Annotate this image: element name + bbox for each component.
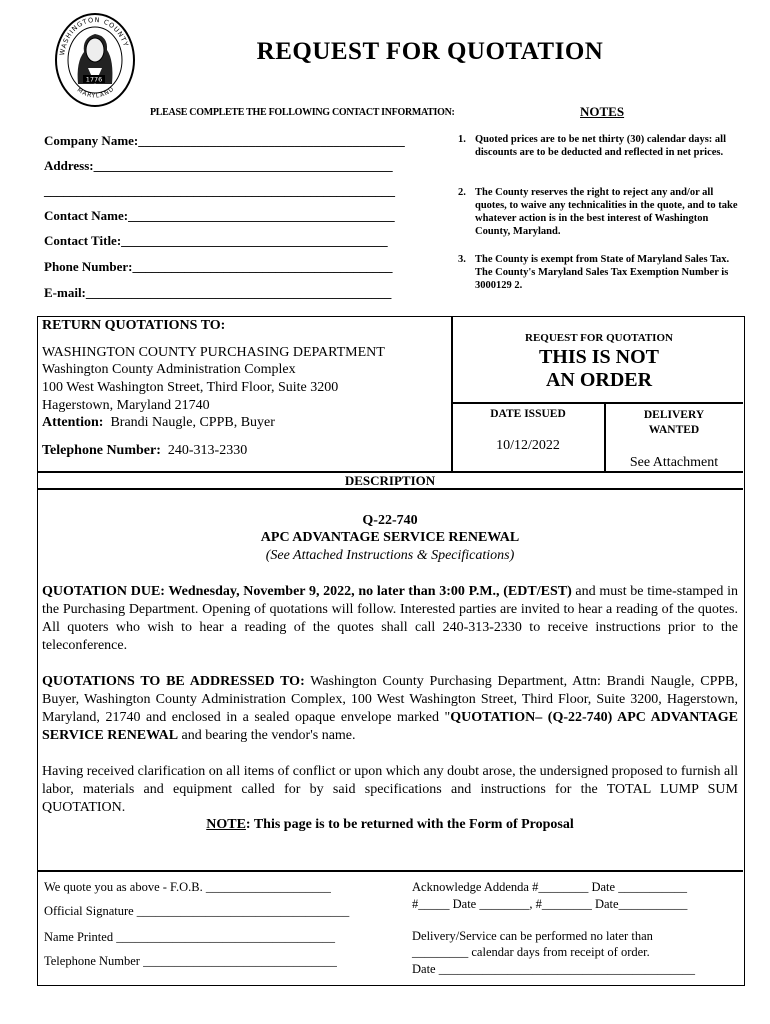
note-item-3: 3. The County is exempt from State of Maryland Sales Tax. The County's Maryland Sales Tax Exemption Number is 3000129 2. [458, 254, 730, 291]
svg-text:MARYLAND: MARYLAND [75, 85, 116, 100]
signature-section-rule [37, 870, 743, 872]
date-issued-label: DATE ISSUED [490, 408, 566, 420]
contact-title-field[interactable]: Contact Title:_________________________________________ [44, 233, 388, 248]
not-an-order: THIS IS NOT AN ORDER [538, 346, 660, 391]
company-name-field[interactable]: Company Name:_________________________________________ [44, 133, 405, 148]
delivery-wanted-value: See Attachment [629, 455, 719, 470]
quote-subtitle: (See Attached Instructions & Specifications) [265, 548, 515, 563]
email-field[interactable]: E-mail:_______________________________________________ [44, 285, 392, 300]
quote-name: APC ADVANTAGE SERVICE RENEWAL [260, 530, 520, 545]
return-complex: Washington County Administration Complex [42, 362, 296, 377]
return-street: 100 West Washington Street, Third Floor, Suite 3200 [42, 380, 339, 395]
notes-heading: NOTES [580, 104, 625, 119]
return-city: Hagerstown, Maryland 21740 [42, 398, 210, 413]
description-heading: DESCRIPTION [344, 473, 436, 488]
return-note: NOTE: This page is to be returned with the Form of Proposal [206, 817, 574, 832]
return-telephone: Telephone Number: 240-313-2330 [42, 443, 248, 458]
address-paragraph: QUOTATIONS TO BE ADDRESSED TO: Washington County Purchasing Department, Attn: Brandi Naugle, CPPB, Buyer, Washington County Administration Complex, 100 West Washington Street, Third Floor, Suite 3200, Hagerstown, Maryland, 21740 and enclosed in a sealed opaque envelope marked "QUOTATION– (Q-22-740) APC ADVANTAGE SERVICE RENEWAL and bearing the vendor's name. [42, 674, 739, 743]
return-dept: WASHINGTON COUNTY PURCHASING DEPARTMENT [42, 345, 385, 360]
contact-info-heading: PLEASE COMPLETE THE FOLLOWING CONTACT INFORMATION: [150, 107, 455, 118]
official-signature-field[interactable]: Official Signature __________________________________ [44, 904, 350, 918]
svg-text:1776: 1776 [85, 75, 103, 84]
clarification-paragraph: Having received clarification on all items of conflict or upon which any doubt arose, the undersigned proposed to furnish all labor, materials and equipment called for by said specifications and instructions for the TOTAL LUMP SUM QUOTATION. [42, 764, 738, 815]
note-item-2: 2. The County reserves the right to reject any and/or all quotes, to waive any technicalities in the quote, and to take whatever action is in the best interest of Washington County, Maryland. [458, 187, 738, 237]
telephone-number-field[interactable]: Telephone Number _______________________________ [44, 954, 337, 968]
delivery-days-field[interactable]: _________ calendar days from receipt of order. [412, 945, 650, 959]
name-printed-field[interactable]: Name Printed ___________________________________ [44, 930, 335, 944]
address-field[interactable]: Address:______________________________________________ [44, 158, 393, 173]
fob-field[interactable]: We quote you as above - F.O.B. ____________________ [44, 880, 331, 894]
svg-text:WASHINGTON COUNTY: WASHINGTON COUNTY [58, 15, 131, 56]
contact-name-field[interactable]: Contact Name:_________________________________________ [44, 208, 395, 223]
page-title: REQUEST FOR QUOTATION [256, 38, 604, 65]
acknowledge-addenda-field[interactable]: Acknowledge Addenda #________ Date ___________ [412, 880, 687, 894]
rfq-label: REQUEST FOR QUOTATION [525, 332, 673, 344]
addenda-dates-field[interactable]: #_____ Date ________, #________ Date___________ [412, 897, 688, 911]
quote-number: Q-22-740 [362, 513, 418, 528]
phone-number-field[interactable]: Phone Number:________________________________________ [44, 259, 393, 274]
delivery-service-text: Delivery/Service can be performed no later than [412, 929, 653, 943]
return-attention: Attention: Brandi Naugle, CPPB, Buyer [42, 415, 275, 430]
county-seal-logo [54, 12, 136, 108]
note-item-1: 1. Quoted prices are to be net thirty (30) calendar days: all discounts are to be deducted and reflected in net prices. [458, 134, 727, 158]
quotation-due-paragraph: QUOTATION DUE: Wednesday, November 9, 2022, no later than 3:00 P.M., (EDT/EST) and must be time-stamped in the Purchasing Department. Opening of quotations will follow. Interested parties are invited to hear a reading of the quotes. All quoters who wish to hear a reading of the quotes shall call 240-313-2330 to receive instructions prior to the teleconference. [42, 584, 738, 653]
date-field[interactable]: Date _________________________________________ [412, 962, 695, 976]
return-heading: RETURN QUOTATIONS TO: [42, 318, 226, 333]
address-line2-field[interactable]: ______________________________________________________ [44, 183, 395, 198]
date-issued-value: 10/12/2022 [496, 438, 560, 453]
order-box-divider [451, 402, 743, 404]
delivery-wanted-label: DELIVERY WANTED [643, 409, 705, 436]
